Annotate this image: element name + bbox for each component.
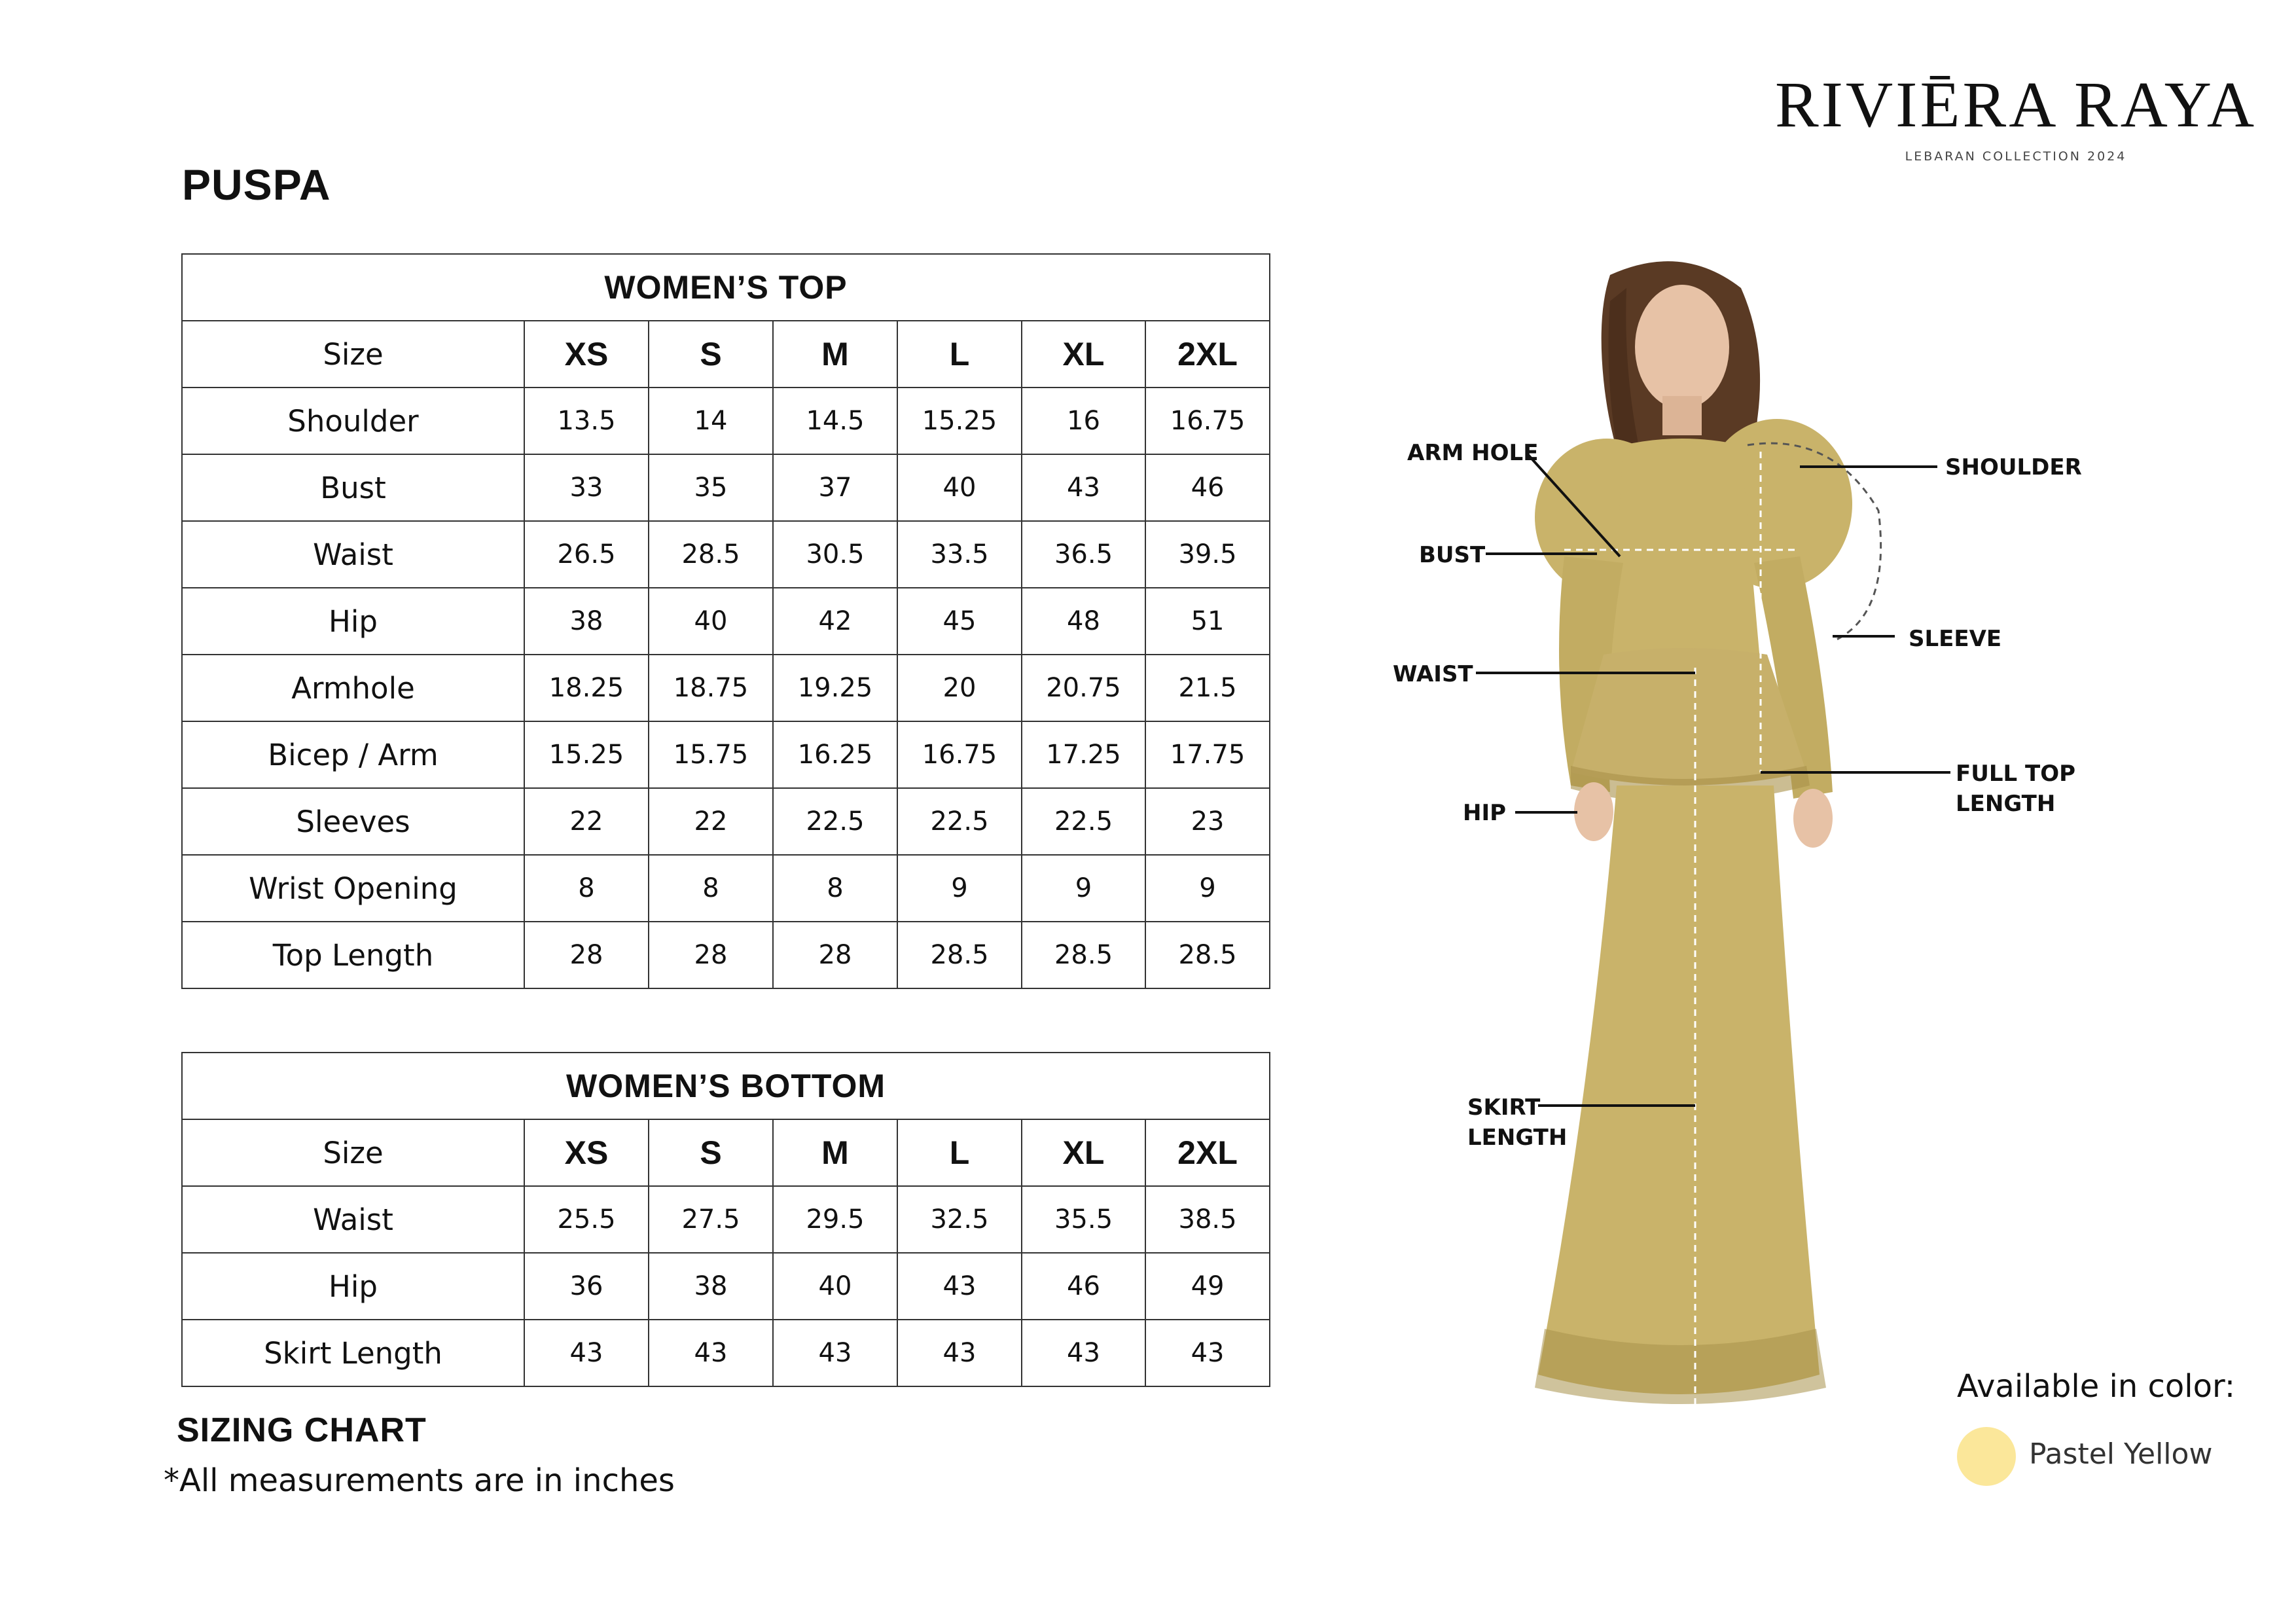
callout-skirt-length-line1: SKIRT — [1467, 1094, 1541, 1121]
table-cell: 40 — [897, 454, 1022, 521]
table-cell: 28 — [649, 922, 773, 988]
row-label: Waist — [182, 1186, 524, 1253]
table-cell: 8 — [524, 855, 649, 922]
table-row — [182, 788, 1270, 855]
table-cell: 33.5 — [897, 521, 1022, 588]
table-cell: 48 — [1022, 588, 1145, 655]
row-label: Skirt Length — [182, 1320, 524, 1386]
size-label: Size — [182, 1119, 524, 1186]
table-cell: 43 — [1022, 454, 1145, 521]
table-cell: 15.25 — [897, 388, 1022, 454]
callout-waist: WAIST — [1393, 661, 1473, 687]
table-cell: 36 — [524, 1253, 649, 1320]
table-row — [182, 521, 1270, 588]
table-cell: 46 — [1145, 454, 1270, 521]
sizing-chart-title: SIZING CHART — [177, 1411, 427, 1449]
table-cell: 28 — [524, 922, 649, 988]
table-cell: 43 — [649, 1320, 773, 1386]
size-header: 2XL — [1145, 1119, 1270, 1186]
table-cell: 38 — [649, 1253, 773, 1320]
brand-name: RIVIĒRA RAYA — [1774, 68, 2257, 141]
face — [1635, 285, 1729, 409]
row-label: Armhole — [182, 655, 524, 721]
table-cell: 40 — [773, 1253, 897, 1320]
row-label: Shoulder — [182, 388, 524, 454]
table-cell: 38.5 — [1145, 1186, 1270, 1253]
row-label: Bust — [182, 454, 524, 521]
callout-sleeve: SLEEVE — [1909, 626, 2002, 652]
callout-bust: BUST — [1419, 542, 1486, 568]
table-cell: 15.25 — [524, 721, 649, 788]
table-cell: 36.5 — [1022, 521, 1145, 588]
size-header: XS — [524, 1119, 649, 1186]
table-cell: 30.5 — [773, 521, 897, 588]
table-cell: 22.5 — [1022, 788, 1145, 855]
row-label: Bicep / Arm — [182, 721, 524, 788]
table-cell: 43 — [1022, 1320, 1145, 1386]
size-header: L — [897, 1119, 1022, 1186]
table-row — [182, 855, 1270, 922]
table-cell: 9 — [1022, 855, 1145, 922]
table-cell: 19.25 — [773, 655, 897, 721]
size-header: S — [649, 321, 773, 388]
table-row — [182, 388, 1270, 454]
callout-skirt-length — [1467, 1093, 1567, 1153]
table-cell: 49 — [1145, 1253, 1270, 1320]
brand-subtitle: LEBARAN COLLECTION 2024 — [1905, 149, 2127, 164]
product-title: PUSPA — [182, 160, 331, 209]
size-label: Size — [182, 321, 524, 388]
callout-shoulder: SHOULDER — [1945, 454, 2082, 480]
size-header: L — [897, 321, 1022, 388]
table-cell: 9 — [897, 855, 1022, 922]
womens-top-table — [181, 253, 1270, 989]
table-cell: 17.25 — [1022, 721, 1145, 788]
size-header: M — [773, 1119, 897, 1186]
table-heading: WOMEN’S BOTTOM — [182, 1053, 1270, 1119]
table-cell: 18.75 — [649, 655, 773, 721]
table-cell: 22 — [524, 788, 649, 855]
size-header-row — [182, 321, 1270, 388]
table-cell: 28.5 — [897, 922, 1022, 988]
table-cell: 45 — [897, 588, 1022, 655]
size-header: XL — [1022, 1119, 1145, 1186]
size-header: XL — [1022, 321, 1145, 388]
table-cell: 20 — [897, 655, 1022, 721]
table-cell: 21.5 — [1145, 655, 1270, 721]
size-header-row — [182, 1119, 1270, 1186]
table-cell: 28 — [773, 922, 897, 988]
table-cell: 16.75 — [897, 721, 1022, 788]
table-cell: 14.5 — [773, 388, 897, 454]
table-cell: 43 — [897, 1320, 1022, 1386]
table-cell: 40 — [649, 588, 773, 655]
size-header: S — [649, 1119, 773, 1186]
table-cell: 9 — [1145, 855, 1270, 922]
table-cell: 22 — [649, 788, 773, 855]
available-colors-heading: Available in color: — [1957, 1368, 2236, 1405]
table-cell: 28.5 — [1022, 922, 1145, 988]
callout-full-top-length-line1: FULL TOP — [1956, 761, 2076, 787]
row-label: Sleeves — [182, 788, 524, 855]
table-heading: WOMEN’S TOP — [182, 254, 1270, 321]
row-label: Hip — [182, 588, 524, 655]
table-cell: 23 — [1145, 788, 1270, 855]
row-label: Waist — [182, 521, 524, 588]
callout-lines — [1374, 393, 2225, 1178]
table-cell: 38 — [524, 588, 649, 655]
callout-hip: HIP — [1463, 800, 1507, 826]
table-cell: 17.75 — [1145, 721, 1270, 788]
table-row — [182, 1186, 1270, 1253]
table-cell: 8 — [649, 855, 773, 922]
table-cell: 32.5 — [897, 1186, 1022, 1253]
table-row — [182, 721, 1270, 788]
size-header: XS — [524, 321, 649, 388]
table-row — [182, 1253, 1270, 1320]
brand-logo — [1767, 68, 2265, 164]
table-cell: 28.5 — [649, 521, 773, 588]
row-label: Top Length — [182, 922, 524, 988]
table-cell: 29.5 — [773, 1186, 897, 1253]
color-swatch — [1957, 1427, 2016, 1486]
size-header: M — [773, 321, 897, 388]
table-cell: 8 — [773, 855, 897, 922]
table-cell: 14 — [649, 388, 773, 454]
table-cell: 15.75 — [649, 721, 773, 788]
table-row — [182, 655, 1270, 721]
size-header: 2XL — [1145, 321, 1270, 388]
color-name: Pastel Yellow — [2029, 1437, 2213, 1471]
table-cell: 28.5 — [1145, 922, 1270, 988]
table-cell: 33 — [524, 454, 649, 521]
womens-bottom-table — [181, 1052, 1270, 1387]
table-cell: 16.25 — [773, 721, 897, 788]
table-row — [182, 1320, 1270, 1386]
table-cell: 51 — [1145, 588, 1270, 655]
table-cell: 26.5 — [524, 521, 649, 588]
table-cell: 42 — [773, 588, 897, 655]
table-cell: 25.5 — [524, 1186, 649, 1253]
table-cell: 43 — [773, 1320, 897, 1386]
table-cell: 35.5 — [1022, 1186, 1145, 1253]
table-cell: 22.5 — [897, 788, 1022, 855]
table-cell: 27.5 — [649, 1186, 773, 1253]
table-row — [182, 588, 1270, 655]
table-cell: 20.75 — [1022, 655, 1145, 721]
callout-full-top-length — [1956, 759, 2075, 820]
table-cell: 37 — [773, 454, 897, 521]
table-cell: 46 — [1022, 1253, 1145, 1320]
table-cell: 13.5 — [524, 388, 649, 454]
table-cell: 16 — [1022, 388, 1145, 454]
callout-full-top-length-line2: LENGTH — [1956, 790, 2056, 817]
table-cell: 22.5 — [773, 788, 897, 855]
table-cell: 39.5 — [1145, 521, 1270, 588]
measurement-note: *All measurements are in inches — [164, 1462, 675, 1499]
callout-arm-hole: ARM HOLE — [1407, 440, 1539, 466]
table-cell: 43 — [524, 1320, 649, 1386]
table-cell: 35 — [649, 454, 773, 521]
table-cell: 43 — [1145, 1320, 1270, 1386]
table-cell: 18.25 — [524, 655, 649, 721]
row-label: Hip — [182, 1253, 524, 1320]
table-cell: 43 — [897, 1253, 1022, 1320]
table-row — [182, 922, 1270, 988]
table-row — [182, 454, 1270, 521]
row-label: Wrist Opening — [182, 855, 524, 922]
callout-skirt-length-line2: LENGTH — [1467, 1124, 1568, 1151]
table-cell: 16.75 — [1145, 388, 1270, 454]
